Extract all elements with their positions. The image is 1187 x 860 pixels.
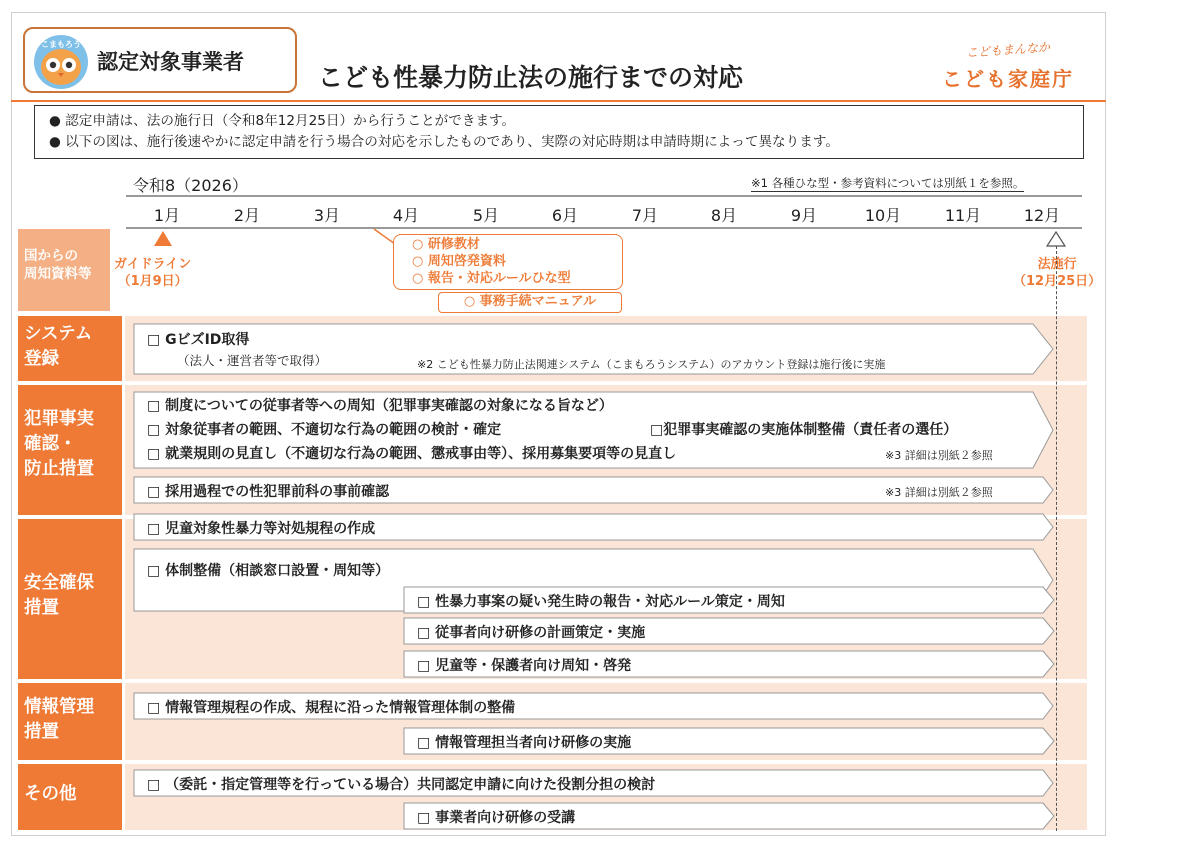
month-label: 8月 [710,206,738,225]
org-tagline: こどもまんなか [965,40,1051,60]
task-arrow [133,769,1055,797]
category-info [18,683,122,760]
category-label: 措置 [24,722,59,742]
org-logo: こども家庭庁 [942,67,1074,91]
month-label: 9月 [790,206,818,225]
guideline-label [114,256,191,290]
owl-mascot-icon [31,32,91,90]
law-enforcement-label [1013,256,1101,290]
category-label: 犯罪事実 [24,409,94,429]
reference-note: ※1 各種ひな型・参考資料については別紙１を参照。 [751,176,1025,190]
task-label: □ 性暴力事案の疑い発生時の報告・対応ルール策定・周知 [417,594,785,610]
task-label: □ 児童対象性暴力等対処規程の作成 [147,521,376,537]
header-divider [11,100,1106,102]
month-label: 6月 [551,206,579,225]
month-label: 10月 [864,206,902,225]
task-arrow [403,727,1055,755]
law-enforcement-marker-icon [1046,231,1066,247]
task-label: □ 情報管理規程の作成、規程に沿った情報管理体制の整備 [147,700,516,716]
category-label: 防止措置 [24,459,94,479]
month-label: 5月 [472,206,500,225]
task-label: □ 体制整備（相談窓口設置・周知等） [147,563,390,579]
task-arrow [133,513,1055,541]
task-note: ※2 こども性暴力防止法関連システム（こまもろうシステム）のアカウント登録は施行後に実施 [417,358,886,371]
task-label: □ 制度についての従事者等への周知（犯罪事実確認の対象になる旨など） [147,398,613,414]
task-arrow [403,802,1055,830]
task-note: ※3 詳細は別紙２参照 [885,486,993,499]
task-label: □犯罪事実確認の実施体制整備（責任者の選任） [650,422,958,438]
materials-callout [393,234,623,290]
task-arrow [403,617,1055,645]
task-label: □ 対象従事者の範囲、不適切な行為の範囲の検討・確定 [147,422,502,438]
material-item: ○ 報告・対応ルールひな型 [412,271,571,286]
month-label: 2月 [233,206,261,225]
task-label: □ 就業規則の見直し（不適切な行為の範囲、懲戒事由等）、採用募集要項等の見直し [147,446,677,462]
law-title: 法施行 [1037,257,1077,272]
task-label: □ （委託・指定管理等を行っている場合）共同認定申請に向けた役割分担の検討 [147,777,656,793]
category-system [18,316,122,381]
task-label: □ 採用過程での性犯罪前科の事前確認 [147,484,390,500]
task-note: ※3 詳細は別紙２参照 [885,449,993,462]
badge-label: 認定対象事業者 [97,50,244,74]
task-arrow [403,586,1055,614]
category-other [18,764,122,830]
task-label: □ 情報管理担当者向け研修の実施 [417,735,632,751]
task-arrow [403,650,1055,678]
month-label: 12月 [1023,206,1061,225]
task-sublabel: （法人・運営者等で取得） [177,353,328,368]
material-item: ○ 周知啓発資料 [412,254,506,269]
task-label: □ 児童等・保護者向け周知・啓発 [417,658,632,674]
task-arrow [133,323,1055,375]
task-arrow [133,391,1055,469]
task-arrow [133,692,1055,720]
page-title: こども性暴力防止法の施行までの対応 [318,63,744,92]
month-label: 1月 [153,206,181,225]
law-enforcement-line [1056,246,1057,831]
gov-materials-label [18,229,110,311]
category-label: その他 [24,784,77,804]
category-label: システム [24,324,93,344]
notes-box [34,105,1084,159]
month-label: 3月 [313,206,341,225]
note-line: ● 認定申請は、法の施行日（令和8年12月25日）から行うことができます。 [49,113,516,129]
task-label: □ GビズID取得 [147,332,250,348]
manual-box: ○ 事務手続マニュアル [438,292,622,313]
category-label: 安全確保 [24,573,94,593]
category-label: 措置 [24,598,59,618]
category-label: 登録 [24,349,59,369]
month-label: 7月 [631,206,659,225]
category-label: 確認・ [24,434,77,454]
timeline-axis-bottom [126,227,1082,229]
task-arrow [133,476,1055,504]
gov-label-line: 周知資料等 [24,266,92,282]
law-date: （12月25日） [1013,274,1102,289]
task-label: □ 事業者向け研修の受講 [417,810,576,826]
gov-label-line: 国からの [24,248,78,264]
material-item: ○ 研修教材 [412,237,480,252]
month-label: 11月 [944,206,982,225]
task-label: □ 従事者向け研修の計画策定・実施 [417,625,646,641]
category-label: 情報管理 [24,697,94,717]
timeline-axis-top [126,195,1082,197]
note-line: ● 以下の図は、施行後速やかに認定申請を行う場合の対応を示したものであり、実際の対応時期は申請時期によって異なります。 [49,134,839,150]
category-safety [18,519,122,679]
guideline-marker-icon [154,231,172,246]
category-crime [18,385,122,515]
guideline-date: （1月9日） [117,274,188,289]
year-label: 令和8（2026） [133,176,248,195]
guideline-title: ガイドライン [114,257,192,272]
month-label: 4月 [392,206,420,225]
mascot-text: こまもろう [41,40,81,49]
